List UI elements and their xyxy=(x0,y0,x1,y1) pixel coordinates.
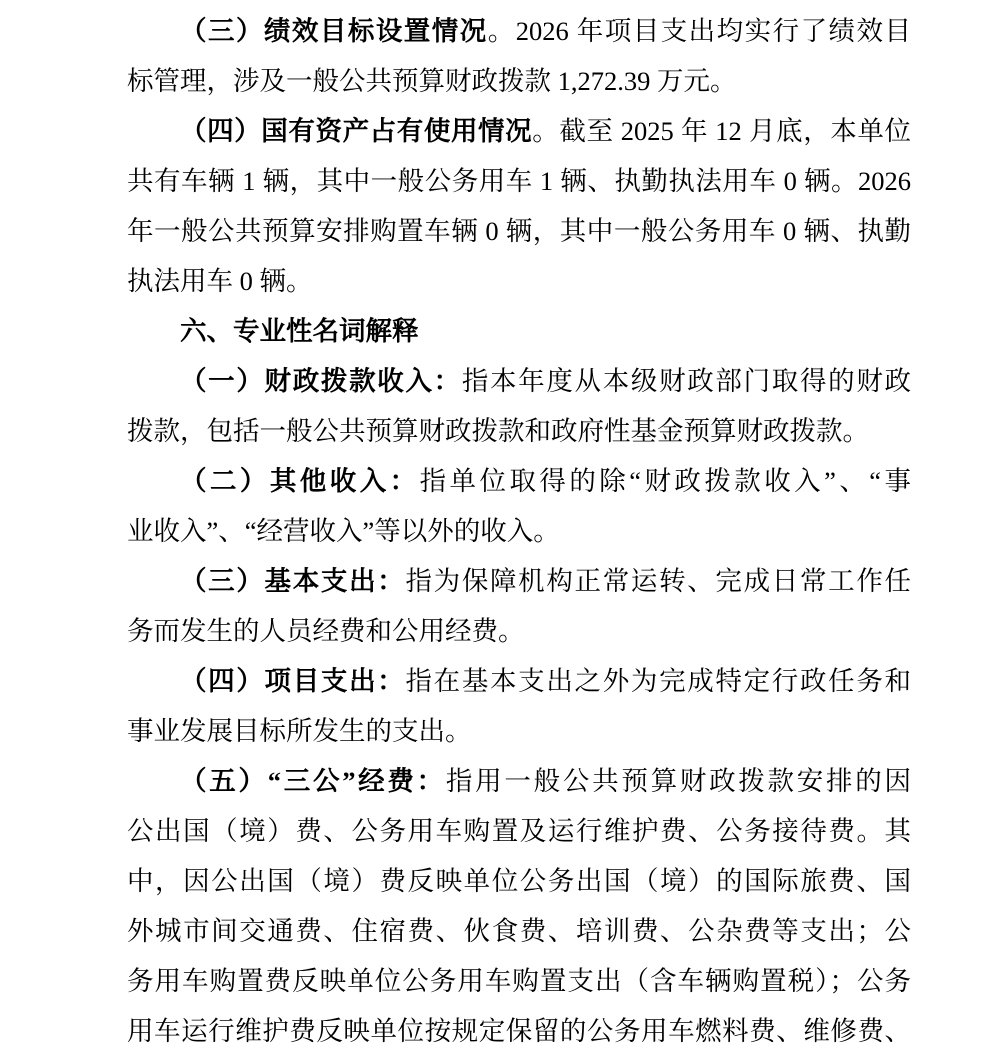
body-text: 务用车购置费反映单位公务用车购置支出（含车辆购置税）；公务 xyxy=(127,966,911,996)
text-line xyxy=(127,656,911,706)
body-text: 务而发生的人员经费和公用经费。 xyxy=(127,616,525,646)
emphasis-text: （三）绩效目标设置情况 xyxy=(180,16,488,46)
text-line xyxy=(127,806,911,856)
body-text: 用车运行维护费反映单位按规定保留的公务用车燃料费、维修费、 xyxy=(127,1016,911,1046)
body-text: 指单位取得的除“财政拨款收入”、“事 xyxy=(419,466,911,496)
text-line xyxy=(127,606,911,656)
text-line xyxy=(127,1006,911,1056)
text-line xyxy=(127,756,911,806)
body-text: 指为保障机构正常运转、完成日常工作任 xyxy=(405,566,911,596)
body-text: 业收入”、“经营收入”等以外的收入。 xyxy=(127,516,560,546)
text-line xyxy=(127,406,911,456)
body-text: 年一般公共预算安排购置车辆 0 辆，其中一般公务用车 0 辆、执勤 xyxy=(127,216,911,246)
emphasis-text: （二）其他收入： xyxy=(180,466,420,496)
text-line xyxy=(127,906,911,956)
section-heading xyxy=(127,306,911,356)
text-line xyxy=(127,356,911,406)
body-text: 事业发展目标所发生的支出。 xyxy=(127,716,472,746)
body-text: 拨款，包括一般公共预算财政拨款和政府性基金预算财政拨款。 xyxy=(127,416,869,446)
paragraph xyxy=(127,106,911,306)
text-line xyxy=(127,156,911,206)
paragraph xyxy=(127,756,911,1056)
body-text: 指用一般公共预算财政拨款安排的因 xyxy=(445,766,911,796)
text-line xyxy=(127,6,911,56)
text-line xyxy=(127,456,911,506)
paragraph xyxy=(127,6,911,106)
text-line xyxy=(127,256,911,306)
body-text: 。截至 2025 年 12 月底，本单位 xyxy=(532,116,911,146)
emphasis-text: （三）基本支出： xyxy=(180,566,406,596)
paragraph xyxy=(127,656,911,756)
emphasis-text: （四）国有资产占有使用情况 xyxy=(180,116,533,146)
text-line xyxy=(127,106,911,156)
emphasis-text: （一）财政拨款收入： xyxy=(180,366,462,396)
text-line xyxy=(127,506,911,556)
body-text: 中，因公出国（境）费反映单位公务出国（境）的国际旅费、国 xyxy=(127,866,911,896)
text-line xyxy=(127,56,911,106)
text-line xyxy=(127,856,911,906)
body-text: 外城市间交通费、住宿费、伙食费、培训费、公杂费等支出；公 xyxy=(127,916,911,946)
body-text: 共有车辆 1 辆，其中一般公务用车 1 辆、执勤执法用车 0 辆。2026 xyxy=(127,166,911,196)
text-line xyxy=(127,706,911,756)
body-text: 公出国（境）费、公务用车购置及运行维护费、公务接待费。其 xyxy=(127,816,911,846)
emphasis-text: （五）“三公”经费： xyxy=(180,766,446,796)
text-line xyxy=(127,956,911,1006)
emphasis-text: （四）项目支出： xyxy=(180,666,406,696)
emphasis-text: 六、专业性名词解释 xyxy=(180,316,419,346)
body-text: 。2026 年项目支出均实行了绩效目 xyxy=(487,16,911,46)
body-text: 标管理，涉及一般公共预算财政拨款 1,272.39 万元。 xyxy=(127,66,737,96)
text-line xyxy=(127,306,911,356)
text-line xyxy=(127,206,911,256)
paragraph xyxy=(127,356,911,456)
body-text: 指在基本支出之外为完成特定行政任务和 xyxy=(405,666,911,696)
body-text: 指本年度从本级财政部门取得的财政 xyxy=(461,366,911,396)
body-text: 执法用车 0 辆。 xyxy=(127,266,313,296)
paragraph xyxy=(127,556,911,656)
paragraph xyxy=(127,456,911,556)
text-line xyxy=(127,556,911,606)
